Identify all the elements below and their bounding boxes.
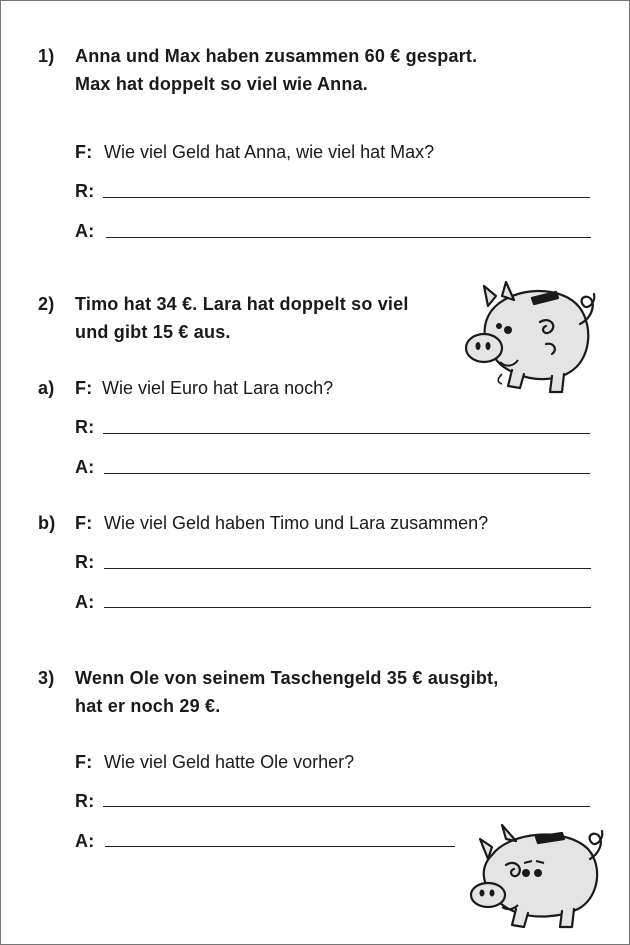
piggy-bank-icon xyxy=(462,274,606,400)
task1-text-line1: Anna und Max haben zusammen 60 € gespart. xyxy=(75,46,478,66)
task3-question: Wie viel Geld hatte Ole vorher? xyxy=(104,752,355,772)
task1-a-label: A: xyxy=(75,221,95,241)
task2b-a-answer-line[interactable] xyxy=(104,607,591,608)
task1-r-answer-line[interactable] xyxy=(103,197,590,198)
task3-f-label: F: xyxy=(75,752,93,772)
task2-text-line2: und gibt 15 € aus. xyxy=(75,322,231,342)
task2a-r-answer-line[interactable] xyxy=(103,433,590,434)
task2-number: 2) xyxy=(38,294,55,314)
task1-text-line2: Max hat doppelt so viel wie Anna. xyxy=(75,74,368,94)
task1-question: Wie viel Geld hat Anna, wie viel hat Max? xyxy=(104,142,435,162)
task2a-a-answer-line[interactable] xyxy=(104,473,590,474)
task2a-a-label: A: xyxy=(75,457,95,477)
task1-a-answer-line[interactable] xyxy=(106,237,591,238)
task2a-letter: a) xyxy=(38,378,55,398)
task2b-r-label: R: xyxy=(75,552,95,572)
task2a-f-label: F: xyxy=(75,378,93,398)
task3-r-answer-line[interactable] xyxy=(103,806,590,807)
task2b-r-answer-line[interactable] xyxy=(104,568,591,569)
task1-r-label: R: xyxy=(75,181,95,201)
task3-number: 3) xyxy=(38,668,55,688)
task2b-a-label: A: xyxy=(75,592,95,612)
task3-text-line2: hat er noch 29 €. xyxy=(75,696,221,716)
task3-a-answer-line[interactable] xyxy=(105,846,455,847)
task1-number: 1) xyxy=(38,46,55,66)
task2-text-line1: Timo hat 34 €. Lara hat doppelt so viel xyxy=(75,294,409,314)
task2b-letter: b) xyxy=(38,513,56,533)
task3-r-label: R: xyxy=(75,791,95,811)
task2a-question: Wie viel Euro hat Lara noch? xyxy=(102,378,334,398)
piggy-bank-icon xyxy=(466,823,608,933)
task1-f-label: F: xyxy=(75,142,93,162)
task2b-f-label: F: xyxy=(75,513,93,533)
task3-text-line1: Wenn Ole von seinem Taschengeld 35 € ausgibt, xyxy=(75,668,499,688)
task3-a-label: A: xyxy=(75,831,95,851)
task2b-question: Wie viel Geld haben Timo und Lara zusammen? xyxy=(104,513,489,533)
task2a-r-label: R: xyxy=(75,417,95,437)
